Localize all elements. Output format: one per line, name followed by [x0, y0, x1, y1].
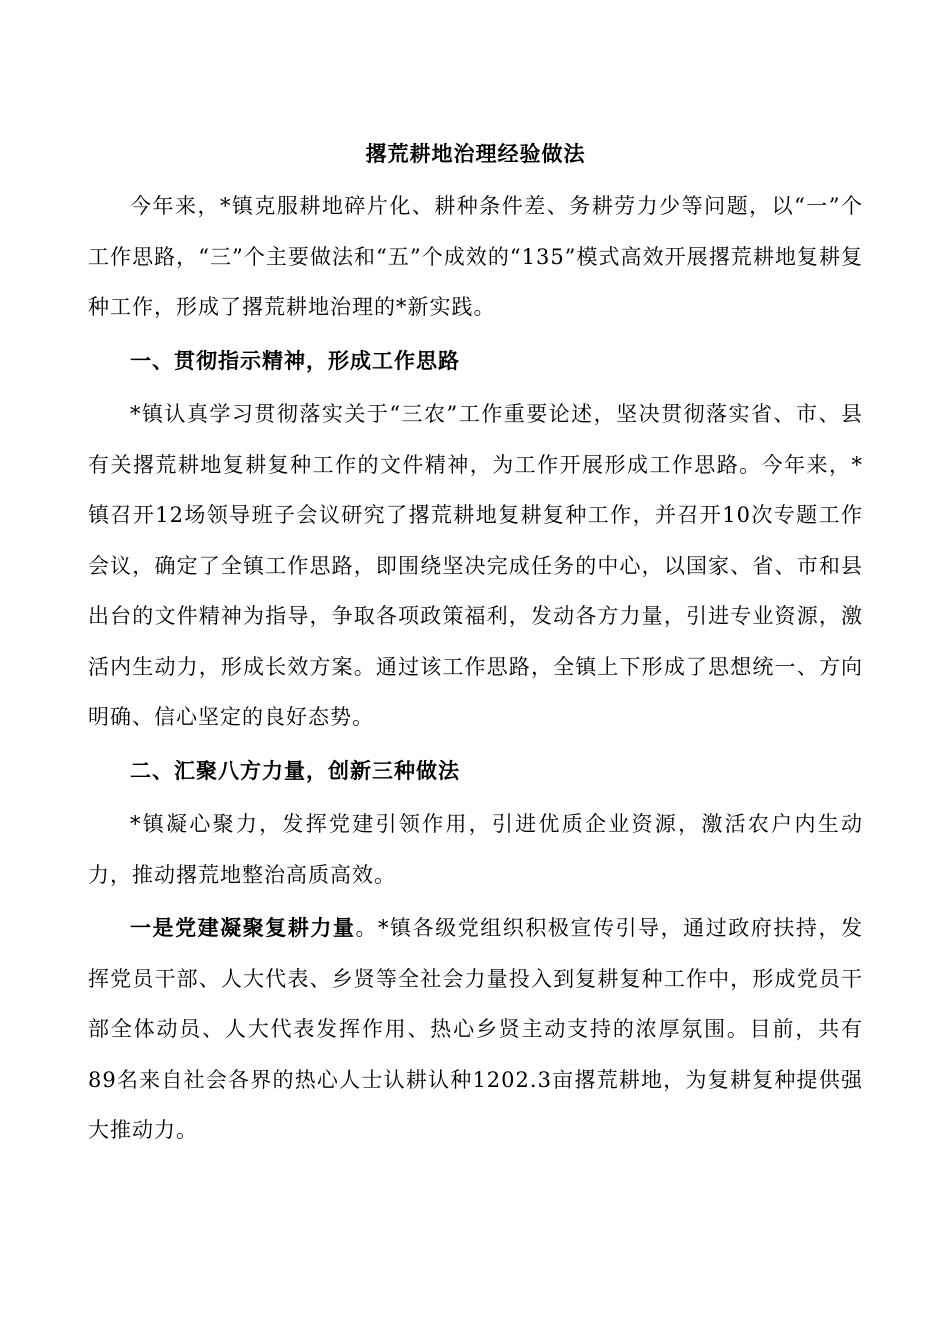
document-body — [88, 134, 863, 1156]
document-title: 撂荒耕地治理经验做法 — [365, 141, 586, 166]
section-2-paragraph: *镇凝心聚力，发挥党建引领作用，引进优质企业资源，激活农户内生动力，推动撂荒地整治高质高效。 — [88, 812, 863, 887]
item-1-lead: 一是党建凝聚复耕力量 — [130, 915, 356, 940]
section-2-item-1-paragraph — [88, 903, 863, 1156]
section-1-heading: 一、贯彻指示精神，形成工作思路 — [130, 347, 460, 373]
item-1-text: 。*镇各级党组织积极宣传引导，通过政府扶持，发挥党员干部、人大代表、乡贤等全社会力量投入到复耕复种工作中，形成党员干部全体动员、人大代表发挥作用、热心乡贤主动支持的浓厚氛围。目前，共有89名来自社会各界的热心人士认耕认种1202.3亩撂荒耕地，为复耕复种提供强大推动力。 — [88, 916, 863, 1142]
intro-paragraph: 今年来，*镇克服耕地碎片化、耕种条件差、务耕劳力少等问题，以“一”个工作思路，“三”个主要做法和“五”个成效的“135”模式高效开展撂荒耕地复耕复种工作，形成了撂荒耕地治理的*新实践。 — [88, 194, 864, 319]
section-1-paragraph: *镇认真学习贯彻落实关于“三农”工作重要论述，坚决贯彻落实省、市、县有关撂荒耕地复耕复种工作的文件精神，为工作开展形成工作思路。今年来，*镇召开12场领导班子会议研究了撂荒耕地复耕复种工作，并召开10次专题工作会议，确定了全镇工作思路，即围绕坚决完成任务的中心，以国家、省、市和县出台的文件精神为指导，争取各项政策福利，发动各方力量，引进专业资源，激活内生动力，形成长效方案。通过该工作思路，全镇上下形成了思想统一、方向明确、信心坚定的良好态势。 — [88, 402, 863, 729]
section-2-heading: 二、汇聚八方力量，创新三种做法 — [130, 757, 460, 783]
